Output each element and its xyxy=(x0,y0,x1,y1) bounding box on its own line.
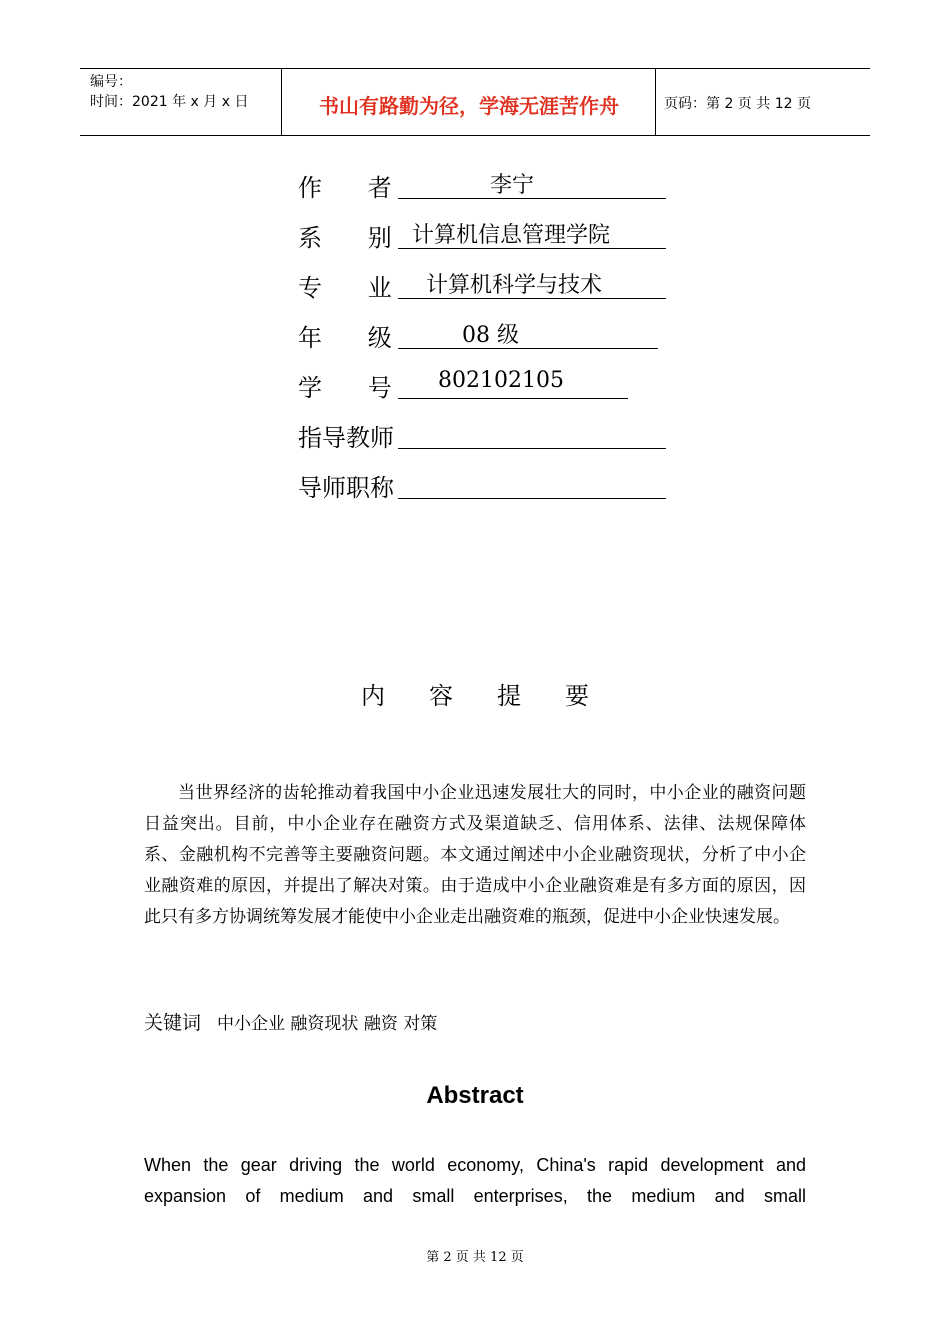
header-top-border xyxy=(80,68,870,69)
abstract-en-body: When the gear driving the world economy, China's rapid development and expansion of medium and small enterprises, the medium and small xyxy=(144,1155,806,1206)
abstract-cn-title: 内容提要 xyxy=(361,682,633,710)
keywords-values: 中小企业 融资现状 融资 对策 xyxy=(217,1014,438,1034)
info-label: 导师职称 xyxy=(298,474,394,502)
info-value: 802102105 xyxy=(438,368,564,393)
info-value: 李宁 xyxy=(490,173,535,198)
info-value: 08 级 xyxy=(462,323,519,348)
underline xyxy=(398,398,628,399)
header-bottom-border xyxy=(80,135,870,136)
header-divider-1 xyxy=(281,68,282,136)
info-label: 系 别 xyxy=(298,224,392,252)
keywords-line xyxy=(144,1008,437,1035)
underline xyxy=(398,448,666,449)
header-motto: 书山有路勤为径，学海无涯苦作舟 xyxy=(319,94,619,118)
page-footer: 第 2 页 共 12 页 xyxy=(426,1250,524,1265)
number-label: 编号： xyxy=(90,74,132,90)
header-divider-2 xyxy=(655,68,656,136)
info-value: 计算机信息管理学院 xyxy=(412,223,611,248)
time-label: 时间：2021 年 x 月 x 日 xyxy=(90,94,249,110)
underline xyxy=(398,348,658,349)
info-label: 专 业 xyxy=(298,274,392,302)
abstract-en-title: Abstract xyxy=(426,1082,524,1109)
header-page-info: 页码：第 2 页 共 12 页 xyxy=(664,96,811,112)
header-left-cell xyxy=(90,72,248,112)
keywords-label: 关键词 xyxy=(144,1012,202,1034)
info-value: 计算机科学与技术 xyxy=(426,273,603,298)
underline xyxy=(398,498,666,499)
info-label: 年 级 xyxy=(298,324,392,352)
info-label: 学 号 xyxy=(298,374,392,402)
info-label: 指导教师 xyxy=(298,424,394,452)
info-label: 作 者 xyxy=(298,174,392,202)
abstract-cn-body: 当世界经济的齿轮推动着我国中小企业迅速发展壮大的同时，中小企业的融资问题日益突出。目前，中小企业存在融资方式及渠道缺乏、信用体系、法律、法规保障体系、金融机构不完善等主要融资问题。本文通过阐述中小企业融资现状，分析了中小企业融资难的原因，并提出了解决对策。由于造成中小企业融资难是有多方面的原因，因此只有多方协调统筹发展才能使中小企业走出融资难的瓶颈，促进中小企业快速发展。 xyxy=(144,783,806,927)
